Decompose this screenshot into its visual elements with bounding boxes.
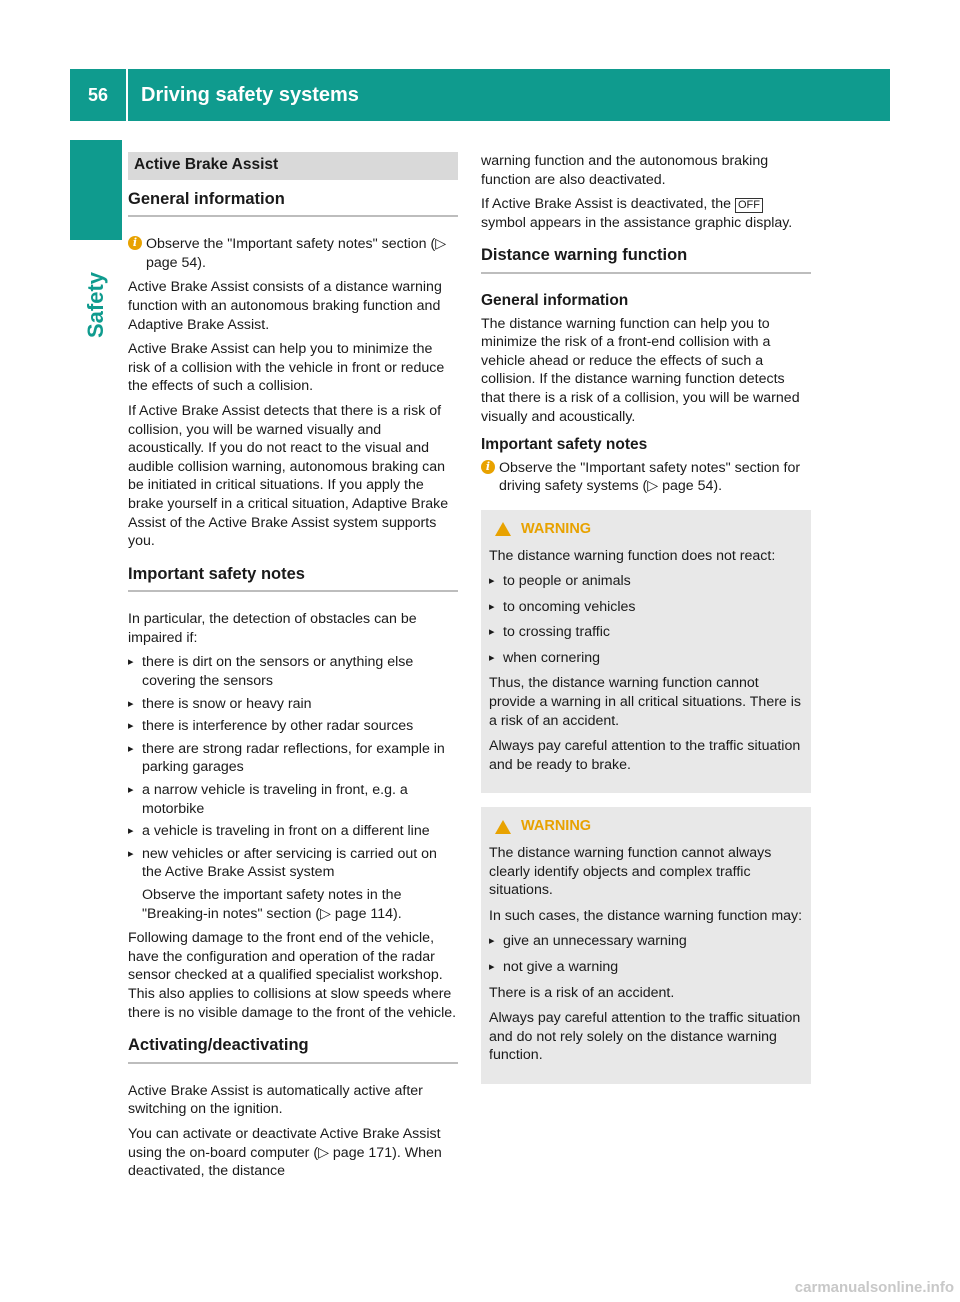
general-heading: General information (128, 190, 458, 218)
list-item: ▸ give an unnecessary warning (489, 932, 803, 951)
paragraph: In particular, the detection of obstacles can be impaired if: (128, 611, 417, 646)
left-column (128, 152, 458, 1187)
right-column (481, 152, 811, 1098)
warning-box (481, 510, 811, 794)
activating-heading: Activating/deactivating (128, 1036, 458, 1064)
paragraph: Active Brake Assist consists of a distance warning function with an autonomous braking function and Adaptive Brake Assist. (128, 279, 442, 333)
list-item: ▸ new vehicles or after servicing is carried out on the Active Brake Assist system (128, 845, 458, 882)
safety-subheading: Important safety notes (481, 436, 648, 454)
section-title: Active Brake Assist (128, 152, 458, 180)
page-number: 56 (87, 84, 109, 105)
info-note: i Observe the "Important safety notes" section for driving safety systems (▷ page 54). (481, 459, 811, 496)
paragraph: If Active Brake Assist is deactivated, the OFF symbol appears in the assistance graphic display. (481, 196, 793, 231)
general-subheading: General information (481, 291, 629, 309)
warning-intro: The distance warning function cannot always clearly identify objects and complex traffic situations. (489, 845, 772, 899)
info-icon: i (481, 460, 495, 474)
bullet-note: Observe the important safety notes in the "Breaking-in notes" section (▷ page 114). (142, 887, 402, 922)
warning-triangle-icon (495, 820, 511, 834)
list-item: ▸ a narrow vehicle is traveling in front, e.g. a motorbike (128, 781, 458, 818)
distance-warning-heading: Distance warning function (481, 246, 811, 274)
list-item: ▸ there is interference by other radar sources (128, 717, 458, 736)
warning-intro: The distance warning function does not react: (489, 547, 776, 564)
warning-list (489, 572, 803, 667)
list-item: ▸ a vehicle is traveling in front on a different line (128, 822, 458, 841)
info-icon: i (128, 236, 142, 250)
list-item: ▸ to oncoming vehicles (489, 598, 803, 617)
paragraph: Active Brake Assist can help you to minimize the risk of a collision with the vehicle in front or reduce the effects of such a collision. (128, 341, 445, 395)
info-note: i Observe the "Important safety notes" section (▷ page 54). (128, 235, 458, 272)
warning-box (481, 807, 811, 1084)
warning-text: Always pay careful attention to the traffic situation and do not rely solely on the distance warning function. (489, 1010, 801, 1064)
paragraph: You can activate or deactivate Active Brake Assist using the on-board computer (▷ page 171). When deactivated, the distance (128, 1125, 442, 1180)
warning-header: WARNING (489, 817, 803, 836)
list-item: ▸ to people or animals (489, 572, 803, 591)
side-tab (70, 140, 122, 240)
side-label: Safety (83, 271, 108, 339)
paragraph: Active Brake Assist is automatically active after switching on the ignition. (128, 1082, 423, 1118)
safety-heading: Important safety notes (128, 565, 458, 593)
warning-header: WARNING (489, 520, 803, 539)
chapter-title: Driving safety systems (141, 84, 359, 106)
brake-off-icon: OFF (735, 198, 763, 213)
warning-triangle-icon (495, 522, 511, 536)
warning-text: Thus, the distance warning function cannot provide a warning in all critical situations. There is a risk of an accident. (489, 675, 802, 729)
warning-text: There is a risk of an accident. (489, 984, 675, 1001)
watermark: carmanualsonline.info (794, 1279, 954, 1296)
paragraph: The distance warning function can help you to minimize the risk of a front-end collision with a vehicle ahead or reduce the effects of such a collision. If the distance warning function detects that there is a risk of a collision, you will be warned visually and acoustically. (481, 315, 800, 425)
list-item: ▸ not give a warning (489, 958, 803, 977)
list-item: ▸ when cornering (489, 649, 803, 668)
bullet-list (128, 653, 458, 882)
list-item: ▸ there are strong radar reflections, for example in parking garages (128, 740, 458, 777)
list-item: ▸ there is snow or heavy rain (128, 695, 458, 714)
warning-list (489, 932, 803, 976)
warning-text: Always pay careful attention to the traffic situation and be ready to brake. (489, 738, 801, 773)
list-item: ▸ there is dirt on the sensors or anything else covering the sensors (128, 653, 458, 690)
paragraph: warning function and the autonomous braking function are also deactivated. (481, 153, 769, 188)
header-divider (126, 69, 128, 121)
paragraph: If Active Brake Assist detects that there is a risk of collision, you will be warned visually and acoustically. If you do not react to the visual and audible collision warning, autonomous braking can be initiated in critical situations. If you apply the brake yourself in a critical situation, Adaptive Brake Assist of the Active Brake Assist system supports you. (128, 402, 449, 550)
paragraph: Following damage to the front end of the vehicle, have the configuration and operation of the radar sensor checked at a qualified specialist workshop. This also applies to collisions at slow speeds where there is no visible damage to the front of the vehicle. (128, 930, 457, 1021)
list-item: ▸ to crossing traffic (489, 623, 803, 642)
warning-text: In such cases, the distance warning function may: (489, 907, 803, 924)
